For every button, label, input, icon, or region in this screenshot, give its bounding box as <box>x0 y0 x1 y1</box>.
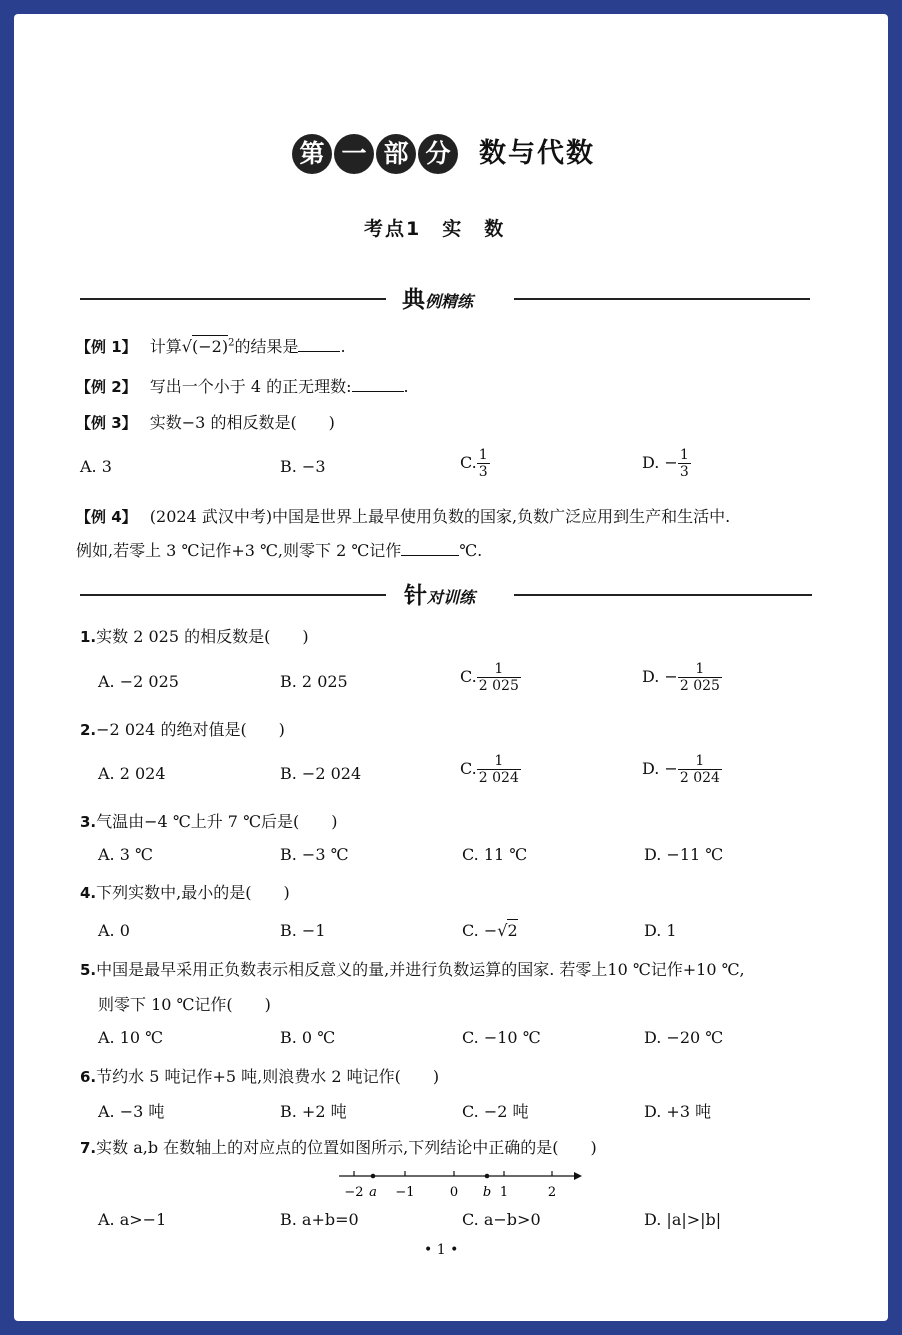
section-rest: 例精练 <box>425 292 474 311</box>
fraction: $\frac{1}{2 024}$ <box>679 753 720 786</box>
option-a[interactable]: A. a>−1 <box>98 1210 167 1229</box>
option-a[interactable]: A. −2 025 <box>98 672 179 691</box>
option-d[interactable]: D. − $\frac{1}{2 025}$ <box>642 661 720 694</box>
radicand: (−2) <box>191 337 229 356</box>
example-text: (2024 武汉中考)中国是世界上最早使用负数的国家,负数广泛应用到生产和生活中. <box>149 507 731 526</box>
number-line <box>334 1164 584 1204</box>
option-d[interactable]: D. −11 ℃ <box>644 845 724 864</box>
question-5-line-2: 则零下 10 ℃记作( ) <box>98 995 271 1014</box>
section-big-char: 典 <box>402 287 425 313</box>
option-d[interactable]: D. +3 吨 <box>644 1102 712 1121</box>
example-tag: 【例 2】 <box>76 378 137 396</box>
label-1: 1 <box>499 1185 509 1200</box>
part-char-2: 一 <box>334 134 374 174</box>
option-b[interactable]: B. −3 <box>280 457 326 476</box>
page-number: • 1 • <box>424 1242 459 1258</box>
option-a[interactable]: A. 3 <box>80 457 112 476</box>
example-text-post: 的结果是 <box>234 337 299 356</box>
label-a: a <box>369 1185 377 1200</box>
fraction: $\frac{1}{2 025}$ <box>679 661 720 694</box>
fraction: $\frac{1}{3}$ <box>679 447 689 480</box>
exponent: 2 <box>228 337 235 349</box>
question-5: 5.中国是最早采用正负数表示相反意义的量,并进行负数运算的国家. 若零上10 ℃记作+10 ℃, <box>80 960 745 979</box>
option-a[interactable]: A. 10 ℃ <box>98 1028 164 1047</box>
example-1: 【例 1】 计算$√(-2)^2$的结果是 . <box>76 337 346 356</box>
option-b[interactable]: B. +2 吨 <box>280 1102 347 1121</box>
part-char-4: 分 <box>418 134 458 174</box>
option-c[interactable]: C. a−b>0 <box>462 1210 541 1229</box>
section-big-char: 针 <box>404 583 427 609</box>
option-a[interactable]: A. 0 <box>98 921 130 940</box>
axis-arrow <box>574 1172 582 1180</box>
sqrt-sign: √ <box>181 337 192 356</box>
option-b[interactable]: B. −1 <box>280 921 326 940</box>
option-c[interactable]: C. −√2 <box>462 921 518 940</box>
section-rule-right <box>514 298 810 300</box>
option-b[interactable]: B. a+b=0 <box>280 1210 359 1229</box>
example-2: 【例 2】 写出一个小于 4 的正无理数: . <box>76 377 409 396</box>
section-rule-left <box>80 298 386 300</box>
option-d[interactable]: D. |a|>|b| <box>644 1210 722 1229</box>
example-tag: 【例 3】 <box>76 414 137 432</box>
answer-blank[interactable] <box>298 337 340 352</box>
option-c[interactable]: C. −2 吨 <box>462 1102 529 1121</box>
fraction: $\frac{1}{2 025}$ <box>478 661 519 694</box>
answer-blank[interactable] <box>352 377 404 392</box>
example-tag: 【例 1】 <box>76 338 137 356</box>
option-a[interactable]: A. 2 024 <box>98 764 166 783</box>
option-d[interactable]: D. − $\frac{1}{2 024}$ <box>642 753 720 786</box>
label-neg-2: −2 <box>344 1185 364 1200</box>
fraction: $\frac{1}{3}$ <box>478 447 488 480</box>
part-char-3: 部 <box>376 134 416 174</box>
option-d[interactable]: D. − $\frac{1}{3}$ <box>642 447 689 480</box>
option-c[interactable]: C. $\frac{1}{3}$ <box>460 447 488 480</box>
option-b[interactable]: B. −2 024 <box>280 764 362 783</box>
option-d[interactable]: D. 1 <box>644 921 677 940</box>
example-3 <box>76 410 335 433</box>
example-4-line-2: 例如,若零上 3 ℃记作+3 ℃,则零下 2 ℃记作 ℃. <box>76 541 483 560</box>
section-rest: 对训练 <box>427 588 476 607</box>
option-d[interactable]: D. −20 ℃ <box>644 1028 724 1047</box>
label-2: 2 <box>547 1185 557 1200</box>
option-b[interactable]: B. 2 025 <box>280 672 348 691</box>
option-c[interactable]: C. $\frac{1}{2 024}$ <box>460 753 519 786</box>
question-4: 4.下列实数中,最小的是( ) <box>80 883 290 902</box>
option-c[interactable]: C. −10 ℃ <box>462 1028 541 1047</box>
example-text: 计算 <box>149 337 182 356</box>
fraction: $\frac{1}{2 024}$ <box>478 753 519 786</box>
example-text: 写出一个小于 4 的正无理数: <box>149 377 352 396</box>
section-rule-left <box>80 594 386 596</box>
section-heading-training <box>404 577 475 610</box>
example-text: 实数−3 的相反数是( ) <box>149 413 335 432</box>
example-4 <box>76 504 730 527</box>
option-b[interactable]: B. 0 ℃ <box>280 1028 336 1047</box>
point-a <box>371 1174 376 1179</box>
part-char-1: 第 <box>292 134 332 174</box>
answer-blank[interactable] <box>401 541 459 556</box>
label-0: 0 <box>449 1185 459 1200</box>
question-6: 6.节约水 5 吨记作+5 吨,则浪费水 2 吨记作( ) <box>80 1067 440 1086</box>
part-title: 数与代数 <box>479 138 595 169</box>
question-3: 3.气温由−4 ℃上升 7 ℃后是( ) <box>80 812 338 831</box>
worksheet-page <box>14 14 888 1321</box>
option-b[interactable]: B. −3 ℃ <box>280 845 349 864</box>
question-2: 2.−2 024 的绝对值是( ) <box>80 720 285 739</box>
label-neg-1: −1 <box>395 1185 415 1200</box>
question-1: 1.实数 2 025 的相反数是( ) <box>80 627 309 646</box>
label-b: b <box>482 1185 492 1200</box>
option-a[interactable]: A. −3 吨 <box>98 1102 165 1121</box>
topic-title: 考点1 实 数 <box>364 218 506 240</box>
point-b <box>485 1174 490 1179</box>
option-c[interactable]: C. 11 ℃ <box>462 845 528 864</box>
example-tag: 【例 4】 <box>76 508 137 526</box>
option-a[interactable]: A. 3 ℃ <box>98 845 153 864</box>
question-7: 7.实数 a,b 在数轴上的对应点的位置如图所示,下列结论中正确的是( ) <box>80 1138 597 1157</box>
section-heading-examples <box>402 281 473 314</box>
section-rule-right <box>514 594 812 596</box>
option-c[interactable]: C. $\frac{1}{2 025}$ <box>460 661 519 694</box>
